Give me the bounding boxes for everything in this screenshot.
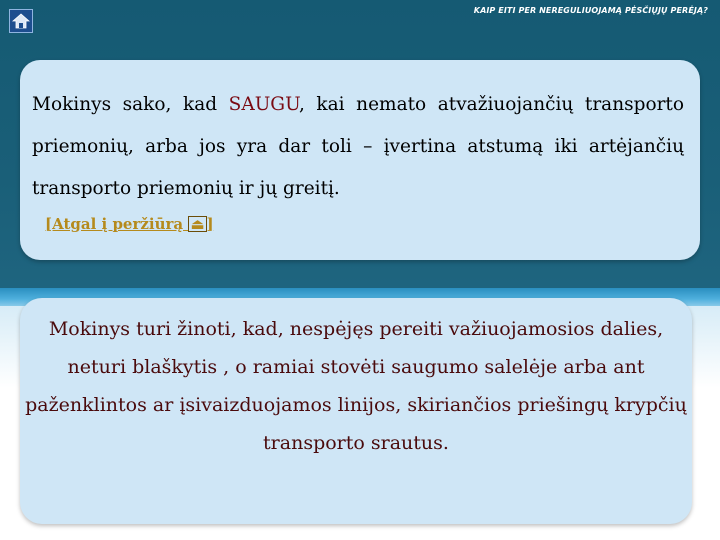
back-link-label: [Atgal į peržiūrą	[45, 215, 189, 233]
home-icon	[12, 12, 30, 30]
answer-prefix: Mokinys sako, kad	[32, 94, 229, 115]
answer-body: , kai nemato atvažiuojančių transporto priemonių, arba jos yra dar toli – įvertina atstumą iki artėjančių transporto priemonių ir jų greitį.	[32, 94, 685, 199]
explanation-text: Mokinys turi žinoti, kad, nespėjęs pereiti važiuojamosios dalies, neturi blaškytis , o ramiai stovėti saugumo salelėje arba ant paženklintos ar įsivaizduojamos linijos, skiriančios priešingų krypčių transporto srautus.	[25, 318, 687, 454]
home-button[interactable]	[9, 9, 33, 33]
back-link-suffix: ]	[206, 215, 214, 233]
answer-text	[32, 84, 684, 210]
slide-title: KAIP EITI PER NEREGULIUOJAMĄ PĖSČIŲJŲ PERĖJĄ?	[473, 6, 708, 15]
answer-highlight: SAUGU	[228, 94, 299, 115]
back-link-icon: ⏏	[190, 215, 205, 233]
answer-card	[20, 60, 700, 260]
back-to-review-link[interactable]	[45, 215, 214, 233]
explanation-card	[20, 298, 692, 524]
